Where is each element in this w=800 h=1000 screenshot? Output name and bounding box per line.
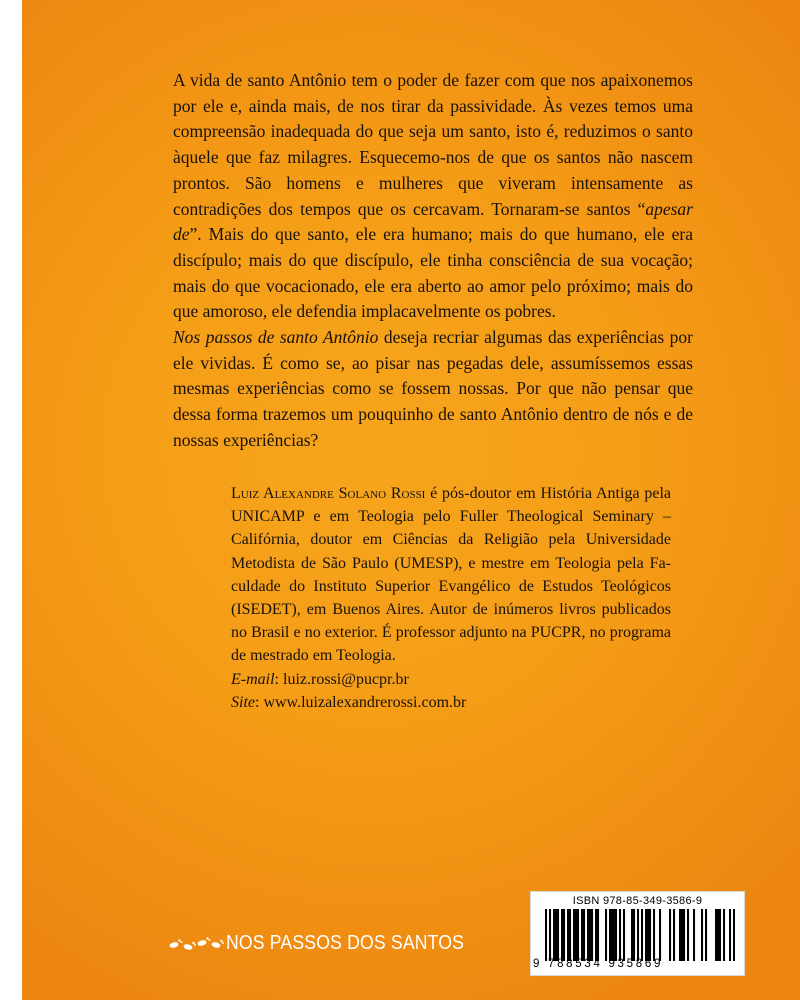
author-email-line (231, 668, 671, 691)
barcode-bar (645, 909, 647, 961)
book-title-reference: Nos passos de santo Antônio (173, 327, 379, 348)
barcode-bar (641, 909, 643, 961)
barcode-bar (633, 909, 635, 961)
barcode-bar (605, 909, 607, 961)
barcode-bar (669, 909, 671, 961)
description-emphasis: apesar de (173, 198, 693, 245)
isbn-number: ISBN 978-85-349-3586-9 (572, 895, 703, 907)
barcode-bar (597, 909, 599, 961)
barcode-bar (723, 909, 725, 961)
barcode-bar (733, 909, 735, 961)
book-description (173, 68, 693, 454)
barcode-bar (581, 909, 583, 961)
barcode-bar (687, 909, 689, 961)
barcode-bar (569, 909, 571, 961)
barcode-bar (673, 909, 675, 961)
barcode-bar (615, 909, 617, 961)
barcode-bar (587, 909, 589, 961)
author-site-line (231, 691, 671, 714)
series-logo (168, 928, 503, 958)
barcode-bar (567, 909, 569, 961)
author-site: : www.luizalexandrerossi.com.br (255, 693, 467, 711)
barcode-bar (631, 909, 633, 961)
series-title: NOS PASSOS DOS SANTOS (226, 931, 465, 954)
barcode-bar (577, 909, 579, 961)
isbn-barcode (530, 891, 745, 976)
barcode-digits: 9 788534 935869 (533, 958, 664, 970)
barcode-bar (563, 909, 565, 961)
site-label: Site (231, 693, 255, 711)
barcode-bar (583, 909, 585, 961)
author-bio (231, 482, 671, 714)
barcode-bar (649, 909, 651, 961)
author-bio-text: é pós-doutor em História Antiga pela UNICAMP e em Teologia pelo Fuller Theological Seminary – Califórnia, doutor em Ciências da Religião pela Universidade Metodista de São Paulo (UMESP), e mestre em Teologia pela Faculdade do Instituto Superior Evangélico de Estudos Teológicos (ISEDET), em Buenos Aires. Autor de inúmeros livros publicados no Brasil e no exterior. É professor adjunto na PUCPR, no programa de mestrado em Teologia. (231, 485, 671, 665)
barcode-bar (717, 909, 719, 961)
back-cover (22, 0, 800, 1000)
author-name: Luiz Alexandre Solano Rossi (231, 485, 426, 502)
barcode-bar (637, 909, 639, 961)
barcode-bar (545, 909, 547, 961)
author-email: : luiz.rossi@pucpr.br (274, 670, 409, 688)
barcode-bar (573, 909, 575, 961)
barcode-bar (681, 909, 683, 961)
barcode-bar (595, 909, 597, 961)
barcode-bar (659, 909, 661, 961)
barcode-bar (715, 909, 717, 961)
barcode-bar (705, 909, 707, 961)
barcode-bar (701, 909, 703, 961)
barcode-bar (591, 909, 593, 961)
barcode-bar (653, 909, 655, 961)
barcode-bar (609, 909, 611, 961)
barcode-bar (623, 909, 625, 961)
author-bio-paragraph (231, 482, 671, 668)
description-text: ”. Mais do que santo, ele era humano; mais do que humano, ele era discípulo; mais do que discípulo, ele tinha consciência de sua vocação; mais do que vocacionado, ele era aberto ao amor pelo próximo; mais do que amoroso, ele defendia implacavelmente os pobres. (173, 224, 693, 322)
barcode-bar (549, 909, 551, 961)
barcode-bar (647, 909, 649, 961)
barcode-bar (729, 909, 731, 961)
barcode-bar (683, 909, 685, 961)
barcode-bar (613, 909, 615, 961)
barcode-bar (557, 909, 559, 961)
description-paragraph-1 (173, 68, 693, 325)
barcode-bar (561, 909, 563, 961)
barcode-bar (555, 909, 557, 961)
description-paragraph-2 (173, 325, 693, 454)
footprints-icon (168, 930, 232, 956)
barcode-bar (575, 909, 577, 961)
barcode-bar (679, 909, 681, 961)
barcode-bar (611, 909, 613, 961)
description-text: A vida de santo Antônio tem o poder de fazer com que nos apaixonemos por ele e, ainda mais, de nos tirar da passividade. Às vezes temos uma compreensão inadequada do que seja um santo, isto é, reduzimos o santo àquele que faz milagres. Esquecemo-nos de que os santos não nascem prontos. São homens e mulheres que viveram intensamente as contradições dos tempos que os cercavam. Tornaram-se santos “ (173, 70, 693, 219)
barcode-bars (545, 909, 735, 961)
email-label: E-mail (231, 670, 275, 688)
barcode-bar (619, 909, 621, 961)
barcode-bar (719, 909, 721, 961)
barcode-bar (693, 909, 695, 961)
barcode-bar (553, 909, 555, 961)
barcode-bar (589, 909, 591, 961)
description-text: deseja recriar algumas das experiências por ele vividas. É como se, ao pisar nas pegadas dele, assumíssemos essas mesmas experiências como se fossem nossas. Por que não pensar que dessa forma trazemos um pouquinho de santo Antônio dentro de nós e de nossas experiências? (173, 327, 694, 450)
